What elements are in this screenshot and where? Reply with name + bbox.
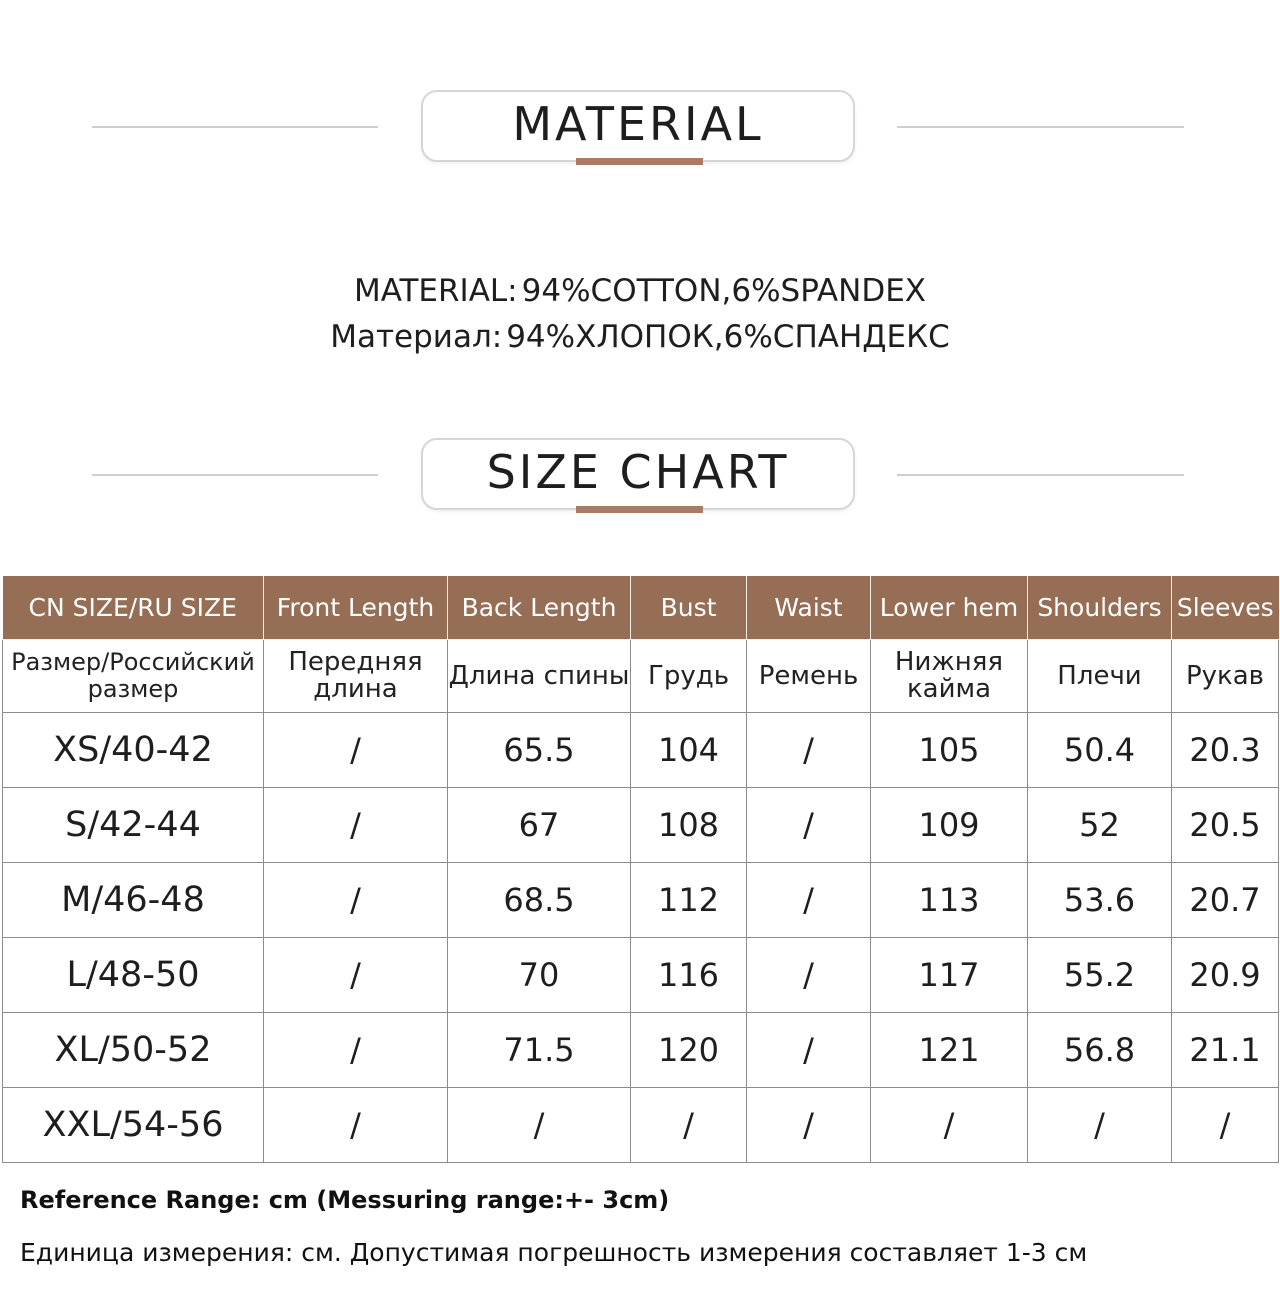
- cell-sleeves: 21.1: [1172, 1013, 1279, 1088]
- cell-size: XXL/54-56: [3, 1088, 264, 1163]
- material-title: MATERIAL: [512, 97, 764, 151]
- header-en-lower-hem: Lower hem: [871, 576, 1028, 640]
- cell-bust: 112: [631, 863, 747, 938]
- header-ru-back-length: Длина спины: [448, 640, 631, 713]
- cell-shoulders: /: [1028, 1088, 1172, 1163]
- header-ru-sleeves: Рукав: [1172, 640, 1279, 713]
- cell-size: M/46-48: [3, 863, 264, 938]
- header-ru-size: Размер/Российский размер: [3, 640, 264, 713]
- size-chart-title-underline: [576, 506, 703, 513]
- cell-bust: 104: [631, 713, 747, 788]
- cell-front-length: /: [264, 788, 448, 863]
- material-title-box: [421, 90, 855, 162]
- cell-front-length: /: [264, 1013, 448, 1088]
- measurement-notes: [20, 1180, 1270, 1280]
- cell-sleeves: 20.3: [1172, 713, 1279, 788]
- cell-lower-hem: 117: [871, 938, 1028, 1013]
- material-header: [0, 90, 1280, 166]
- header-en-shoulders: Shoulders: [1028, 576, 1172, 640]
- size-chart-title-box: [421, 438, 855, 510]
- header-row-en: [3, 576, 1279, 640]
- cell-shoulders: 55.2: [1028, 938, 1172, 1013]
- cell-back-length: 67: [448, 788, 631, 863]
- header-ru-shoulders: Плечи: [1028, 640, 1172, 713]
- header-en-front-length: Front Length: [264, 576, 448, 640]
- cell-front-length: /: [264, 938, 448, 1013]
- table-row: [3, 1088, 1279, 1163]
- header-en-sleeves: Sleeves: [1172, 576, 1279, 640]
- cell-shoulders: 53.6: [1028, 863, 1172, 938]
- cell-size: XL/50-52: [3, 1013, 264, 1088]
- size-chart-title: SIZE CHART: [486, 445, 790, 499]
- cell-lower-hem: 121: [871, 1013, 1028, 1088]
- cell-back-length: 70: [448, 938, 631, 1013]
- material-line-en: [0, 268, 1280, 314]
- table-row: [3, 788, 1279, 863]
- cell-size: XS/40-42: [3, 713, 264, 788]
- divider-line-left: [92, 474, 378, 476]
- note-en: Reference Range: cm (Messuring range:+- 3cm): [20, 1186, 670, 1214]
- cell-sleeves: 20.5: [1172, 788, 1279, 863]
- header-ru-front-length: Передняя длина: [264, 640, 448, 713]
- cell-shoulders: 50.4: [1028, 713, 1172, 788]
- cell-lower-hem: /: [871, 1088, 1028, 1163]
- cell-front-length: /: [264, 863, 448, 938]
- header-ru-bust: Грудь: [631, 640, 747, 713]
- cell-back-length: 68.5: [448, 863, 631, 938]
- divider-line-left: [92, 126, 378, 128]
- cell-back-length: 71.5: [448, 1013, 631, 1088]
- cell-bust: 108: [631, 788, 747, 863]
- material-value-en: 94%COTTON,6%SPANDEX: [521, 273, 927, 309]
- divider-line-right: [897, 474, 1184, 476]
- cell-lower-hem: 113: [871, 863, 1028, 938]
- cell-waist: /: [747, 788, 871, 863]
- cell-shoulders: 56.8: [1028, 1013, 1172, 1088]
- material-composition: [0, 268, 1280, 360]
- header-en-waist: Waist: [747, 576, 871, 640]
- header-ru-waist: Ремень: [747, 640, 871, 713]
- material-label-ru: Материал:: [330, 319, 503, 355]
- cell-sleeves: 20.7: [1172, 863, 1279, 938]
- header-row-ru: [3, 640, 1279, 713]
- cell-shoulders: 52: [1028, 788, 1172, 863]
- table-row: [3, 863, 1279, 938]
- cell-waist: /: [747, 713, 871, 788]
- cell-back-length: /: [448, 1088, 631, 1163]
- cell-waist: /: [747, 863, 871, 938]
- material-value-ru: 94%ХЛОПОК,6%СПАНДЕКС: [506, 319, 950, 355]
- size-chart-header: [0, 438, 1280, 514]
- cell-back-length: 65.5: [448, 713, 631, 788]
- cell-lower-hem: 109: [871, 788, 1028, 863]
- cell-bust: /: [631, 1088, 747, 1163]
- material-line-ru: [0, 314, 1280, 360]
- header-en-bust: Bust: [631, 576, 747, 640]
- material-label-en: MATERIAL:: [353, 273, 518, 309]
- cell-front-length: /: [264, 1088, 448, 1163]
- cell-bust: 120: [631, 1013, 747, 1088]
- header-ru-lower-hem: Нижняя кайма: [871, 640, 1028, 713]
- cell-waist: /: [747, 1088, 871, 1163]
- material-title-underline: [576, 158, 703, 165]
- note-ru: Единица измерения: см. Допустимая погрешность измерения составляет 1-3 см: [20, 1238, 1088, 1267]
- cell-size: L/48-50: [3, 938, 264, 1013]
- header-en-back-length: Back Length: [448, 576, 631, 640]
- table-row: [3, 1013, 1279, 1088]
- cell-size: S/42-44: [3, 788, 264, 863]
- cell-sleeves: 20.9: [1172, 938, 1279, 1013]
- cell-bust: 116: [631, 938, 747, 1013]
- size-table: [2, 576, 1279, 1163]
- table-row: [3, 713, 1279, 788]
- cell-waist: /: [747, 1013, 871, 1088]
- header-en-size: CN SIZE/RU SIZE: [3, 576, 264, 640]
- cell-sleeves: /: [1172, 1088, 1279, 1163]
- cell-front-length: /: [264, 713, 448, 788]
- cell-waist: /: [747, 938, 871, 1013]
- divider-line-right: [897, 126, 1184, 128]
- cell-lower-hem: 105: [871, 713, 1028, 788]
- table-row: [3, 938, 1279, 1013]
